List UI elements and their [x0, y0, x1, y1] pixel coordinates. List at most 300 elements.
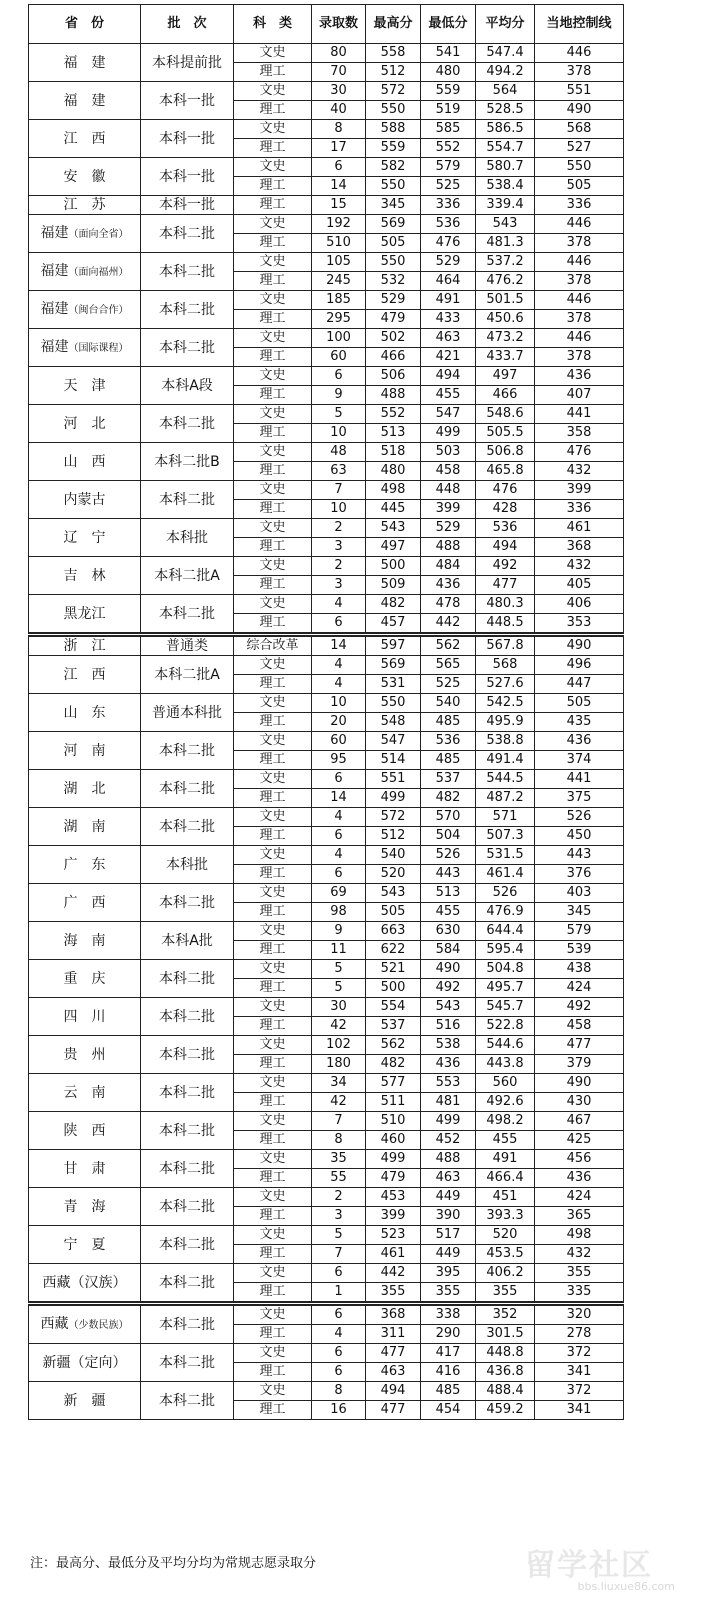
- max-score-cell: 311: [366, 1325, 421, 1344]
- batch-cell: 本科二批: [141, 1226, 234, 1264]
- province-name: 福建: [40, 338, 69, 355]
- admitted-cell: 55: [312, 1169, 366, 1188]
- category-cell: 文史: [234, 1074, 312, 1093]
- batch-cell: 本科一批: [141, 82, 234, 120]
- min-score-cell: 492: [421, 979, 476, 998]
- province-cell: [29, 884, 141, 922]
- province-name: 福建: [40, 300, 69, 317]
- min-score-cell: 525: [421, 177, 476, 196]
- admission-score-table: [28, 4, 624, 1420]
- admitted-cell: 15: [312, 196, 366, 215]
- control-line-cell: 336: [535, 500, 624, 519]
- category-cell: 文史: [234, 808, 312, 827]
- min-score-cell: 436: [421, 576, 476, 595]
- category-cell: 文史: [234, 1226, 312, 1245]
- category-cell: 文史: [234, 1304, 312, 1325]
- max-score-cell: 502: [366, 329, 421, 348]
- avg-score-cell: 586.5: [476, 120, 535, 139]
- batch-cell: 本科批: [141, 519, 234, 557]
- control-line-cell: 345: [535, 903, 624, 922]
- category-cell: 理工: [234, 576, 312, 595]
- control-line-cell: 450: [535, 827, 624, 846]
- max-score-cell: 480: [366, 462, 421, 481]
- avg-score-cell: 536: [476, 519, 535, 538]
- avg-score-cell: 355: [476, 1283, 535, 1304]
- min-score-cell: 421: [421, 348, 476, 367]
- min-score-cell: 547: [421, 405, 476, 424]
- table-row: [29, 1226, 624, 1245]
- province-name: 河 南: [63, 742, 106, 759]
- admitted-cell: 2: [312, 519, 366, 538]
- min-score-cell: 336: [421, 196, 476, 215]
- avg-score-cell: 560: [476, 1074, 535, 1093]
- admitted-cell: 3: [312, 538, 366, 557]
- max-score-cell: 500: [366, 557, 421, 576]
- min-score-cell: 519: [421, 101, 476, 120]
- header-avg-score: 平均分: [476, 5, 535, 44]
- max-score-cell: 511: [366, 1093, 421, 1112]
- admitted-cell: 11: [312, 941, 366, 960]
- control-line-cell: 374: [535, 751, 624, 770]
- category-cell: 文史: [234, 960, 312, 979]
- control-line-cell: 446: [535, 329, 624, 348]
- max-score-cell: 399: [366, 1207, 421, 1226]
- batch-cell: 普通类: [141, 635, 234, 656]
- category-cell: 文史: [234, 481, 312, 500]
- province-name: 山 西: [63, 453, 106, 470]
- province-name: 新疆（定向）: [42, 1354, 127, 1371]
- header-province: 省 份: [29, 5, 141, 44]
- batch-cell: 本科二批: [141, 884, 234, 922]
- control-line-cell: 490: [535, 1074, 624, 1093]
- max-score-cell: 442: [366, 1264, 421, 1283]
- control-line-cell: 438: [535, 960, 624, 979]
- min-score-cell: 529: [421, 253, 476, 272]
- max-score-cell: 550: [366, 177, 421, 196]
- watermark-text: 留学社区: [525, 1548, 653, 1583]
- batch-cell: 本科二批: [141, 960, 234, 998]
- admitted-cell: 60: [312, 348, 366, 367]
- category-cell: 文史: [234, 1264, 312, 1283]
- batch-cell: 本科批: [141, 846, 234, 884]
- admitted-cell: 70: [312, 63, 366, 82]
- avg-score-cell: 491.4: [476, 751, 535, 770]
- category-cell: 理工: [234, 1283, 312, 1304]
- admitted-cell: 10: [312, 424, 366, 443]
- province-note: （国际课程）: [68, 342, 129, 354]
- avg-score-cell: 497: [476, 367, 535, 386]
- max-score-cell: 497: [366, 538, 421, 557]
- min-score-cell: 416: [421, 1363, 476, 1382]
- category-cell: 文史: [234, 44, 312, 63]
- avg-score-cell: 480.3: [476, 595, 535, 614]
- min-score-cell: 338: [421, 1304, 476, 1325]
- avg-score-cell: 494: [476, 538, 535, 557]
- category-cell: 理工: [234, 1325, 312, 1344]
- admitted-cell: 20: [312, 713, 366, 732]
- max-score-cell: 512: [366, 827, 421, 846]
- category-cell: 文史: [234, 329, 312, 348]
- province-cell: [29, 1226, 141, 1264]
- admitted-cell: 4: [312, 675, 366, 694]
- max-score-cell: 547: [366, 732, 421, 751]
- min-score-cell: 513: [421, 884, 476, 903]
- admitted-cell: 7: [312, 1112, 366, 1131]
- batch-cell: 本科A批: [141, 922, 234, 960]
- category-cell: 文史: [234, 82, 312, 101]
- table-row: [29, 1344, 624, 1363]
- min-score-cell: 525: [421, 675, 476, 694]
- max-score-cell: 521: [366, 960, 421, 979]
- control-line-cell: 368: [535, 538, 624, 557]
- max-score-cell: 506: [366, 367, 421, 386]
- max-score-cell: 500: [366, 979, 421, 998]
- footnote: 注：最高分、最低分及平均分均为常规志愿录取分: [30, 1556, 317, 1571]
- avg-score-cell: 544.6: [476, 1036, 535, 1055]
- province-name: 福 建: [63, 54, 106, 71]
- batch-cell: 本科一批: [141, 158, 234, 196]
- batch-cell: 本科二批: [141, 1074, 234, 1112]
- avg-score-cell: 476: [476, 481, 535, 500]
- max-score-cell: 537: [366, 1017, 421, 1036]
- batch-cell: 本科二批: [141, 1382, 234, 1420]
- control-line-cell: 355: [535, 1264, 624, 1283]
- control-line-cell: 336: [535, 196, 624, 215]
- header-row: [29, 5, 624, 44]
- admitted-cell: 7: [312, 481, 366, 500]
- avg-score-cell: 538.8: [476, 732, 535, 751]
- min-score-cell: 463: [421, 1169, 476, 1188]
- control-line-cell: 378: [535, 310, 624, 329]
- avg-score-cell: 507.3: [476, 827, 535, 846]
- min-score-cell: 499: [421, 424, 476, 443]
- category-cell: 理工: [234, 1401, 312, 1420]
- admitted-cell: 69: [312, 884, 366, 903]
- max-score-cell: 510: [366, 1112, 421, 1131]
- min-score-cell: 585: [421, 120, 476, 139]
- max-score-cell: 531: [366, 675, 421, 694]
- control-line-cell: 446: [535, 215, 624, 234]
- control-line-cell: 425: [535, 1131, 624, 1150]
- avg-score-cell: 428: [476, 500, 535, 519]
- category-cell: 理工: [234, 827, 312, 846]
- min-score-cell: 552: [421, 139, 476, 158]
- batch-cell: 本科二批: [141, 291, 234, 329]
- admitted-cell: 30: [312, 998, 366, 1017]
- admitted-cell: 180: [312, 1055, 366, 1074]
- admitted-cell: 5: [312, 979, 366, 998]
- province-cell: [29, 1036, 141, 1074]
- admitted-cell: 14: [312, 177, 366, 196]
- avg-score-cell: 528.5: [476, 101, 535, 120]
- min-score-cell: 630: [421, 922, 476, 941]
- min-score-cell: 488: [421, 1150, 476, 1169]
- max-score-cell: 520: [366, 865, 421, 884]
- admitted-cell: 30: [312, 82, 366, 101]
- table-row: [29, 1074, 624, 1093]
- table-row: [29, 253, 624, 272]
- table-row: [29, 922, 624, 941]
- table-row: [29, 884, 624, 903]
- header-batch: 批 次: [141, 5, 234, 44]
- min-score-cell: 584: [421, 941, 476, 960]
- control-line-cell: 424: [535, 979, 624, 998]
- category-cell: 理工: [234, 751, 312, 770]
- category-cell: 理工: [234, 941, 312, 960]
- province-name: 福 建: [63, 92, 106, 109]
- table-row: [29, 443, 624, 462]
- admitted-cell: 8: [312, 1382, 366, 1401]
- control-line-cell: 443: [535, 846, 624, 865]
- max-score-cell: 529: [366, 291, 421, 310]
- max-score-cell: 499: [366, 789, 421, 808]
- max-score-cell: 514: [366, 751, 421, 770]
- table-row: [29, 196, 624, 215]
- category-cell: 文史: [234, 884, 312, 903]
- province-cell: [29, 44, 141, 82]
- category-cell: 理工: [234, 903, 312, 922]
- province-name: 湖 南: [63, 818, 106, 835]
- category-cell: 文史: [234, 120, 312, 139]
- avg-score-cell: 538.4: [476, 177, 535, 196]
- avg-score-cell: 455: [476, 1131, 535, 1150]
- table-row: [29, 367, 624, 386]
- admitted-cell: 16: [312, 1401, 366, 1420]
- avg-score-cell: 564: [476, 82, 535, 101]
- category-cell: 理工: [234, 196, 312, 215]
- max-score-cell: 513: [366, 424, 421, 443]
- avg-score-cell: 554.7: [476, 139, 535, 158]
- province-name: 重 庆: [63, 970, 106, 987]
- control-line-cell: 378: [535, 272, 624, 291]
- admitted-cell: 4: [312, 595, 366, 614]
- batch-cell: 本科A段: [141, 367, 234, 405]
- category-cell: 理工: [234, 538, 312, 557]
- table-row: [29, 1112, 624, 1131]
- max-score-cell: 463: [366, 1363, 421, 1382]
- avg-score-cell: 548.6: [476, 405, 535, 424]
- min-score-cell: 395: [421, 1264, 476, 1283]
- province-cell: [29, 405, 141, 443]
- max-score-cell: 559: [366, 139, 421, 158]
- control-line-cell: 435: [535, 713, 624, 732]
- province-name: 甘 肃: [63, 1160, 106, 1177]
- max-score-cell: 523: [366, 1226, 421, 1245]
- category-cell: 理工: [234, 1363, 312, 1382]
- province-name: 宁 夏: [63, 1236, 106, 1253]
- max-score-cell: 505: [366, 903, 421, 922]
- avg-score-cell: 448.5: [476, 614, 535, 635]
- max-score-cell: 368: [366, 1304, 421, 1325]
- province-name: 西藏: [40, 1315, 69, 1332]
- avg-score-cell: 495.7: [476, 979, 535, 998]
- min-score-cell: 443: [421, 865, 476, 884]
- avg-score-cell: 547.4: [476, 44, 535, 63]
- category-cell: 理工: [234, 63, 312, 82]
- max-score-cell: 355: [366, 1283, 421, 1304]
- admitted-cell: 6: [312, 1344, 366, 1363]
- max-score-cell: 445: [366, 500, 421, 519]
- avg-score-cell: 488.4: [476, 1382, 535, 1401]
- header-control-line: 当地控制线: [535, 5, 624, 44]
- province-cell: [29, 519, 141, 557]
- category-cell: 理工: [234, 348, 312, 367]
- province-cell: [29, 215, 141, 253]
- batch-cell: 本科二批: [141, 1264, 234, 1304]
- batch-cell: 本科二批: [141, 405, 234, 443]
- province-cell: [29, 481, 141, 519]
- category-cell: 文史: [234, 656, 312, 675]
- province-name: 新 疆: [63, 1392, 106, 1409]
- avg-score-cell: 526: [476, 884, 535, 903]
- province-name: 河 北: [63, 415, 106, 432]
- avg-score-cell: 531.5: [476, 846, 535, 865]
- min-score-cell: 476: [421, 234, 476, 253]
- province-cell: [29, 253, 141, 291]
- province-name: 山 东: [63, 704, 106, 721]
- admitted-cell: 4: [312, 846, 366, 865]
- province-cell: [29, 1112, 141, 1150]
- admitted-cell: 2: [312, 1188, 366, 1207]
- control-line-cell: 492: [535, 998, 624, 1017]
- header-category: 科 类: [234, 5, 312, 44]
- admitted-cell: 10: [312, 500, 366, 519]
- min-score-cell: 488: [421, 538, 476, 557]
- control-line-cell: 579: [535, 922, 624, 941]
- control-line-cell: 446: [535, 291, 624, 310]
- batch-cell: 本科二批: [141, 808, 234, 846]
- table-row: [29, 291, 624, 310]
- admission-score-sheet: [28, 4, 624, 1420]
- control-line-cell: 467: [535, 1112, 624, 1131]
- batch-cell: 本科二批: [141, 1304, 234, 1344]
- table-row: [29, 120, 624, 139]
- category-cell: 理工: [234, 979, 312, 998]
- category-cell: 理工: [234, 500, 312, 519]
- min-score-cell: 504: [421, 827, 476, 846]
- header-admitted: 录取数: [312, 5, 366, 44]
- admitted-cell: 60: [312, 732, 366, 751]
- min-score-cell: 485: [421, 713, 476, 732]
- control-line-cell: 358: [535, 424, 624, 443]
- control-line-cell: 432: [535, 1245, 624, 1264]
- admitted-cell: 102: [312, 1036, 366, 1055]
- category-cell: 理工: [234, 1093, 312, 1112]
- province-note: （闽台合作）: [68, 304, 129, 316]
- category-cell: 文史: [234, 443, 312, 462]
- avg-score-cell: 487.2: [476, 789, 535, 808]
- category-cell: 文史: [234, 922, 312, 941]
- admitted-cell: 1: [312, 1283, 366, 1304]
- max-score-cell: 548: [366, 713, 421, 732]
- province-cell: [29, 196, 141, 215]
- province-cell: [29, 367, 141, 405]
- table-row: [29, 1264, 624, 1283]
- category-cell: 文史: [234, 998, 312, 1017]
- table-row: [29, 1382, 624, 1401]
- province-name: 福建: [40, 224, 69, 241]
- province-name: 辽 宁: [63, 529, 106, 546]
- category-cell: 文史: [234, 367, 312, 386]
- batch-cell: 本科二批A: [141, 557, 234, 595]
- category-cell: 文史: [234, 1344, 312, 1363]
- admitted-cell: 510: [312, 234, 366, 253]
- admitted-cell: 3: [312, 576, 366, 595]
- category-cell: 理工: [234, 1055, 312, 1074]
- province-note: （面向全省）: [68, 228, 129, 240]
- batch-cell: 本科一批: [141, 196, 234, 215]
- province-name: 四 川: [63, 1008, 106, 1025]
- province-name: 云 南: [63, 1084, 106, 1101]
- control-line-cell: 568: [535, 120, 624, 139]
- max-score-cell: 494: [366, 1382, 421, 1401]
- avg-score-cell: 477: [476, 576, 535, 595]
- min-score-cell: 490: [421, 960, 476, 979]
- province-name: 吉 林: [63, 567, 106, 584]
- avg-score-cell: 459.2: [476, 1401, 535, 1420]
- batch-cell: 本科二批: [141, 215, 234, 253]
- admitted-cell: 192: [312, 215, 366, 234]
- max-score-cell: 551: [366, 770, 421, 789]
- avg-score-cell: 505.5: [476, 424, 535, 443]
- admitted-cell: 245: [312, 272, 366, 291]
- min-score-cell: 540: [421, 694, 476, 713]
- min-score-cell: 516: [421, 1017, 476, 1036]
- province-name: 福建: [40, 262, 69, 279]
- table-row: [29, 998, 624, 1017]
- avg-score-cell: 545.7: [476, 998, 535, 1017]
- batch-cell: 本科二批: [141, 481, 234, 519]
- max-score-cell: 588: [366, 120, 421, 139]
- category-cell: 理工: [234, 1207, 312, 1226]
- category-cell: 文史: [234, 846, 312, 865]
- category-cell: 文史: [234, 694, 312, 713]
- avg-score-cell: 476.2: [476, 272, 535, 291]
- batch-cell: 本科二批: [141, 1112, 234, 1150]
- province-cell: [29, 732, 141, 770]
- category-cell: 文史: [234, 557, 312, 576]
- max-score-cell: 482: [366, 595, 421, 614]
- avg-score-cell: 450.6: [476, 310, 535, 329]
- control-line-cell: 496: [535, 656, 624, 675]
- category-cell: 理工: [234, 713, 312, 732]
- avg-score-cell: 448.8: [476, 1344, 535, 1363]
- province-name: 黑龙江: [63, 605, 106, 622]
- control-line-cell: 441: [535, 405, 624, 424]
- min-score-cell: 553: [421, 1074, 476, 1093]
- admitted-cell: 6: [312, 1264, 366, 1283]
- max-score-cell: 562: [366, 1036, 421, 1055]
- province-name: 青 海: [63, 1198, 106, 1215]
- avg-score-cell: 461.4: [476, 865, 535, 884]
- table-row: [29, 82, 624, 101]
- batch-cell: 本科二批: [141, 329, 234, 367]
- max-score-cell: 569: [366, 215, 421, 234]
- min-score-cell: 481: [421, 1093, 476, 1112]
- control-line-cell: 376: [535, 865, 624, 884]
- avg-score-cell: 544.5: [476, 770, 535, 789]
- avg-score-cell: 406.2: [476, 1264, 535, 1283]
- admitted-cell: 35: [312, 1150, 366, 1169]
- control-line-cell: 505: [535, 177, 624, 196]
- avg-score-cell: 301.5: [476, 1325, 535, 1344]
- avg-score-cell: 644.4: [476, 922, 535, 941]
- table-row: [29, 215, 624, 234]
- avg-score-cell: 492: [476, 557, 535, 576]
- control-line-cell: 403: [535, 884, 624, 903]
- min-score-cell: 494: [421, 367, 476, 386]
- control-line-cell: 399: [535, 481, 624, 500]
